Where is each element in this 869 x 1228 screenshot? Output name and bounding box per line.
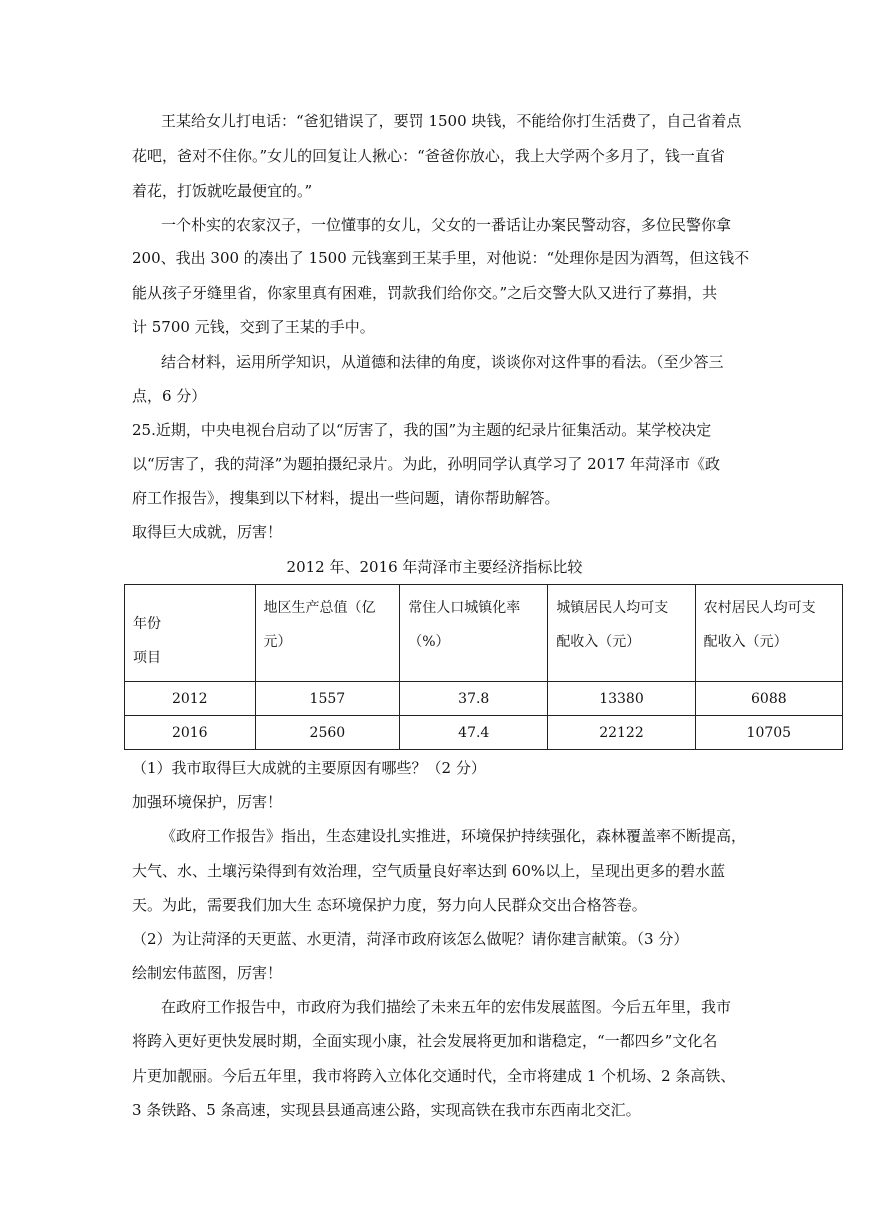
header-line: 地区生产总值（亿 (263, 600, 376, 616)
table-cell: 10705 (695, 716, 842, 750)
paragraph-line: 着花，打饭就吃最便宜的。” (132, 182, 313, 200)
paragraph-line: 计 5700 元钱，交到了王某的手中。 (132, 318, 375, 336)
header-line: 城镇居民人均可支 (556, 600, 669, 616)
paragraph-line: 200、我出 300 的凑出了 1500 元钱塞到王某手里，对他说：“处理你是因为酒驾，但这钱不 (132, 249, 750, 267)
paragraph-line: 天。为此，需要我们加大生 态环境保护力度，努力向人民群众交出合格答卷。 (132, 896, 647, 914)
table-header-cell (400, 585, 548, 682)
table-cell: 2016 (125, 716, 256, 750)
header-line: 元） (263, 634, 292, 650)
section-title: 绘制宏伟蓝图，厉害！ (132, 964, 283, 982)
paragraph-line: 能从孩子牙缝里省，你家里真有困难，罚款我们给你交。”之后交警大队又进行了募捐，共 (132, 284, 718, 302)
paragraph-line: 大气、水、土壤污染得到有效治理，空气质量良好率达到 60%以上，呈现出更多的碧水蓝 (132, 862, 726, 880)
sub-question-1: （1）我市取得巨大成就的主要原因有哪些？（2 分） (132, 759, 486, 777)
economic-indicators-table (124, 584, 843, 750)
header-line: 配收入（元） (556, 634, 641, 650)
table-cell: 13380 (548, 682, 695, 716)
table-row (125, 716, 843, 750)
section-title: 取得巨大成就，厉害！ (132, 523, 283, 541)
paragraph-line: 王某给女儿打电话：“爸犯错误了，要罚 1500 块钱，不能给你打生活费了，自己省着点 (161, 112, 742, 130)
paragraph-line: 一个朴实的农家汉子，一位懂事的女儿，父女的一番话让办案民警动容，多位民警你拿 (161, 216, 732, 234)
table-caption: 2012 年、2016 年菏泽市主要经济指标比较 (286, 558, 583, 576)
sub-question-2: （2）为让菏泽的天更蓝、水更清，菏泽市政府该怎么做呢？请你建言献策。（3 分） (132, 930, 689, 948)
table-cell: 2560 (255, 716, 400, 750)
question-25: 25.近期，中央电视台启动了以“厉害了，我的国”为主题的纪录片征集活动。某学校决定 (132, 421, 712, 439)
header-line: 配收入（元） (703, 634, 788, 650)
corner-label-item: 项目 (133, 650, 161, 666)
header-line: 农村居民人均可支 (703, 600, 816, 616)
paragraph-line: 在政府工作报告中，市政府为我们描绘了未来五年的宏伟发展蓝图。今后五年里，我市 (161, 998, 732, 1016)
header-line: 常住人口城镇化率 (408, 600, 521, 616)
question-prompt: 点，6 分） (132, 387, 207, 405)
table-cell: 2012 (125, 682, 256, 716)
paragraph-line: 3 条铁路、5 条高速，实现县县通高速公路，实现高铁在我市东西南北交汇。 (132, 1101, 641, 1119)
paragraph-line: 花吧，爸对不住你。”女儿的回复让人揪心：“爸爸你放心，我上大学两个多月了，钱一直省 (132, 147, 725, 165)
table-corner-cell (125, 585, 256, 682)
table-header-cell (695, 585, 842, 682)
table-cell: 22122 (548, 716, 695, 750)
question-25: 以“厉害了，我的菏泽”为题拍摄纪录片。为此，孙明同学认真学习了 2017 年菏泽市《政 (132, 455, 721, 473)
paragraph-line: 将跨入更好更快发展时期，全面实现小康，社会发展将更加和谐稳定，“一都四乡”文化名 (132, 1032, 718, 1050)
table-row (125, 682, 843, 716)
table-header-row (125, 585, 843, 682)
table-cell: 1557 (255, 682, 400, 716)
corner-label-year: 年份 (133, 616, 161, 632)
header-line: （%） (408, 634, 450, 650)
table-cell: 47.4 (400, 716, 548, 750)
paragraph-line: 《政府工作报告》指出，生态建设扎实推进，环境保护持续强化，森林覆盖率不断提高， (161, 827, 747, 845)
table-header-cell (255, 585, 400, 682)
question-25: 府工作报告》，搜集到以下材料，提出一些问题，请你帮助解答。 (132, 489, 560, 507)
paragraph-line: 片更加靓丽。今后五年里，我市将跨入立体化交通时代，全市将建成 1 个机场、2 条高铁、 (132, 1067, 736, 1085)
table-cell: 6088 (695, 682, 842, 716)
section-title: 加强环境保护，厉害！ (132, 793, 283, 811)
question-prompt: 结合材料，运用所学知识，从道德和法律的角度，谈谈你对这件事的看法。（至少答三 (161, 353, 724, 371)
table-header-cell (548, 585, 695, 682)
table-cell: 37.8 (400, 682, 548, 716)
